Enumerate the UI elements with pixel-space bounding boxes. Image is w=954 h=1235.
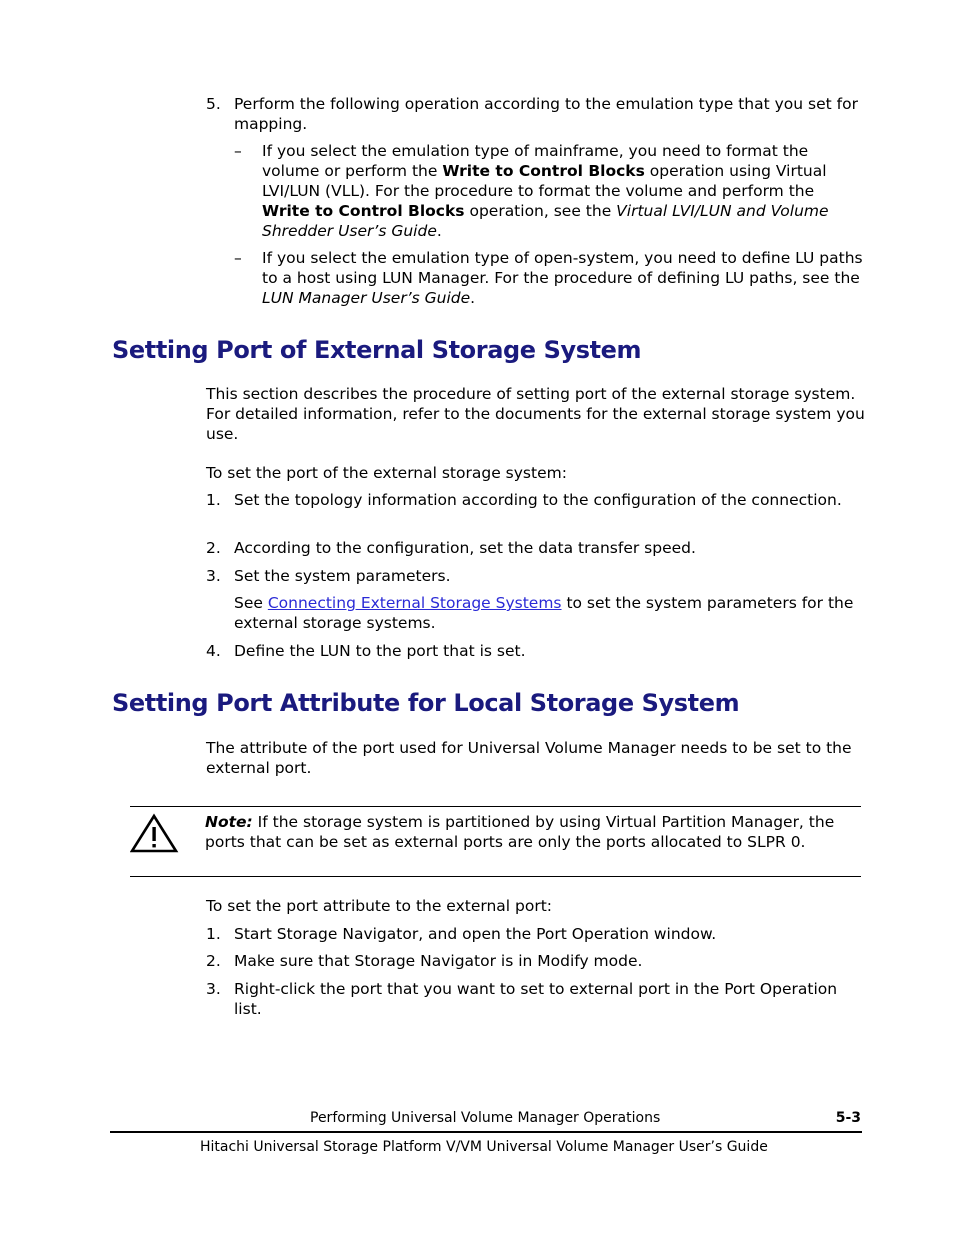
list-text: Start Storage Navigator, and open the Port Operation window. xyxy=(234,925,717,943)
list-number: 5. xyxy=(206,95,221,113)
procedure-lead: To set the port of the external storage system: xyxy=(206,464,567,482)
note-label: Note: xyxy=(205,813,253,831)
note-text: If the storage system is partitioned by using Virtual Partition Manager, the ports that can be set as external ports are only the ports allocated to SLPR 0. xyxy=(205,813,835,851)
sub-item-text: If you select the emulation type of open-system, you need to define LU paths to a host using LUN Manager. For the procedure of defining LU paths, see the LUN Manager User’s Guide. xyxy=(262,249,863,307)
list-text: Right-click the port that you want to set to external port in the Port Operation list. xyxy=(234,980,838,1018)
guide-title: Virtual LVI/LUN and Volume Shredder User’s Guide xyxy=(262,202,829,240)
procedure-lead: To set the port attribute to the external port: xyxy=(206,897,553,915)
section-heading: Setting Port of External Storage System xyxy=(112,336,642,364)
footer-chapter-title: Performing Universal Volume Manager Operations xyxy=(310,1110,661,1126)
list-number: 1. xyxy=(206,925,221,943)
page-number: 5-3 xyxy=(835,1110,861,1126)
note-box xyxy=(205,812,861,852)
bold-term: Write to Control Blocks xyxy=(442,162,645,180)
list-number: 3. xyxy=(206,980,221,998)
bold-term: Write to Control Blocks xyxy=(262,202,465,220)
section-intro: The attribute of the port used for Universal Volume Manager needs to be set to the external port. xyxy=(206,739,852,777)
dash-marker: – xyxy=(234,142,242,160)
list-text: Perform the following operation according to the emulation type that you set for mapping. xyxy=(234,95,858,133)
list-number: 1. xyxy=(206,491,221,509)
list-number: 4. xyxy=(206,642,221,660)
note-bottom-rule xyxy=(130,876,861,877)
step-note: See Connecting External Storage Systems to set the system parameters for the external storage systems. xyxy=(234,594,854,632)
list-text: Make sure that Storage Navigator is in Modify mode. xyxy=(234,952,643,970)
list-number: 2. xyxy=(206,539,221,557)
list-number: 3. xyxy=(206,567,221,585)
list-text: Set the system parameters. xyxy=(234,567,451,585)
section-heading: Setting Port Attribute for Local Storage System xyxy=(112,689,740,717)
footer-rule xyxy=(110,1131,862,1133)
cross-reference-link[interactable]: Connecting External Storage Systems xyxy=(267,594,562,612)
dash-marker: – xyxy=(234,249,242,267)
section-intro: This section describes the procedure of setting port of the external storage system. For detailed information, refer to the documents for the external storage system you use. xyxy=(206,385,865,443)
guide-title: LUN Manager User’s Guide xyxy=(262,289,471,307)
list-text: Set the topology information according to the configuration of the connection. xyxy=(234,491,842,509)
sub-item-text: If you select the emulation type of mainframe, you need to format the volume or perform the Write to Control Blocks operation using Virtual LVI/LUN (VLL). For the procedure to format the volume and perform the Write to Control Blocks operation, see the Virtual LVI/LUN and Volume Shredder User’s Guide. xyxy=(262,142,829,240)
list-text: According to the configuration, set the data transfer speed. xyxy=(234,539,696,557)
list-text: Define the LUN to the port that is set. xyxy=(234,642,526,660)
warning-triangle-icon xyxy=(130,812,180,859)
footer-book-title: Hitachi Universal Storage Platform V/VM Universal Volume Manager User’s Guide xyxy=(200,1139,768,1155)
note-top-rule xyxy=(130,806,861,807)
list-number: 2. xyxy=(206,952,221,970)
